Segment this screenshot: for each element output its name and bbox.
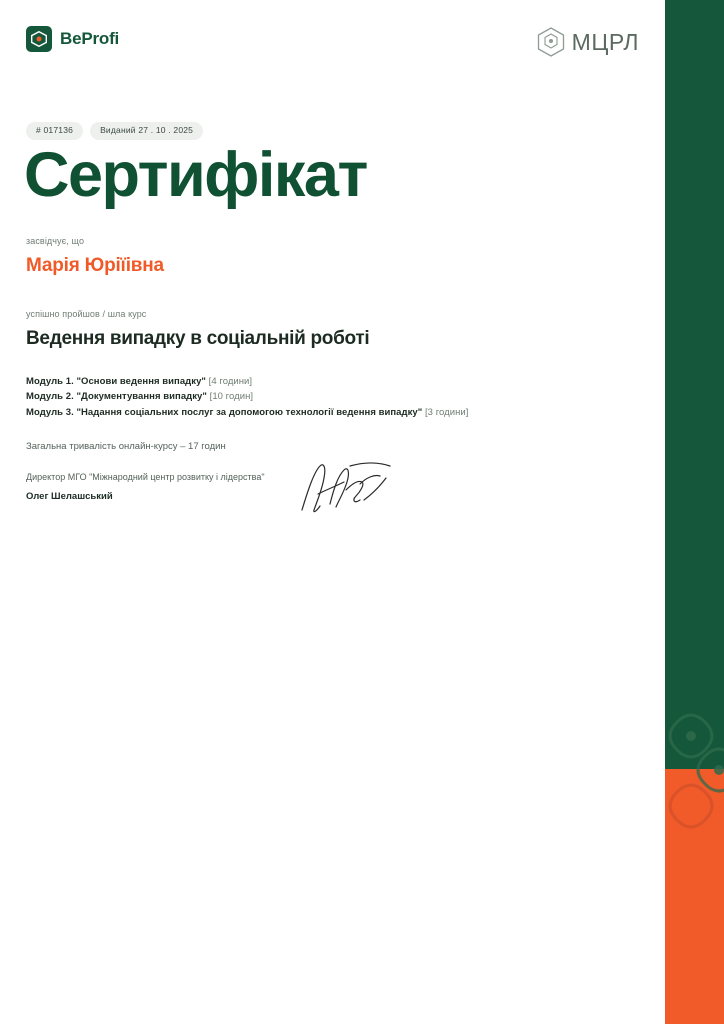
issue-date-badge: Виданий 27 . 10 . 2025 — [90, 122, 203, 140]
recipient-block — [26, 236, 164, 277]
certificate-header — [26, 26, 639, 62]
partner-name: МЦРЛ — [571, 28, 639, 55]
list-item — [26, 389, 634, 404]
module-name: Модуль 2. "Документування випадку" — [26, 391, 207, 403]
page-title: Сертифікат — [24, 140, 367, 210]
partner-logo — [537, 27, 639, 57]
signature-block — [26, 472, 634, 502]
course-block — [26, 309, 369, 350]
mcrl-hexagon-icon — [537, 27, 565, 57]
brand-name: BeProfi — [60, 29, 120, 48]
recipient-name: Марія Юріїівна — [26, 255, 164, 276]
certificate-number-badge: # 017136 — [26, 122, 83, 140]
course-name: Ведення випадку в соціальній роботі — [26, 328, 370, 349]
module-hours: [4 години] — [208, 376, 253, 387]
module-hours: [3 години] — [424, 406, 469, 418]
brand-logo — [26, 26, 119, 52]
handwritten-signature — [294, 460, 414, 520]
orange-side-band — [665, 769, 724, 1024]
signatory-name: Олег Шелашський — [26, 491, 113, 502]
module-list — [26, 374, 634, 420]
beprofi-logo-icon — [26, 26, 52, 52]
module-name: Модуль 3. "Надання соціальних послуг за допомогою технології ведення випадку" — [26, 406, 423, 418]
list-item — [26, 374, 634, 389]
course-label: успішно пройшов / шла курс — [26, 309, 147, 319]
green-side-band — [665, 0, 724, 769]
recipient-label: засвідчує, що — [26, 236, 85, 246]
list-item — [26, 405, 634, 420]
total-duration: Загальна тривалість онлайн-курсу – 17 годин — [26, 441, 226, 452]
module-hours: [10 годин] — [209, 391, 254, 403]
certificate-meta — [26, 122, 203, 140]
signatory-role: Директор МГО "Міжнародний центр розвитку і лідерства" — [26, 472, 265, 482]
module-name: Модуль 1. "Основи ведення випадку" — [26, 376, 206, 387]
